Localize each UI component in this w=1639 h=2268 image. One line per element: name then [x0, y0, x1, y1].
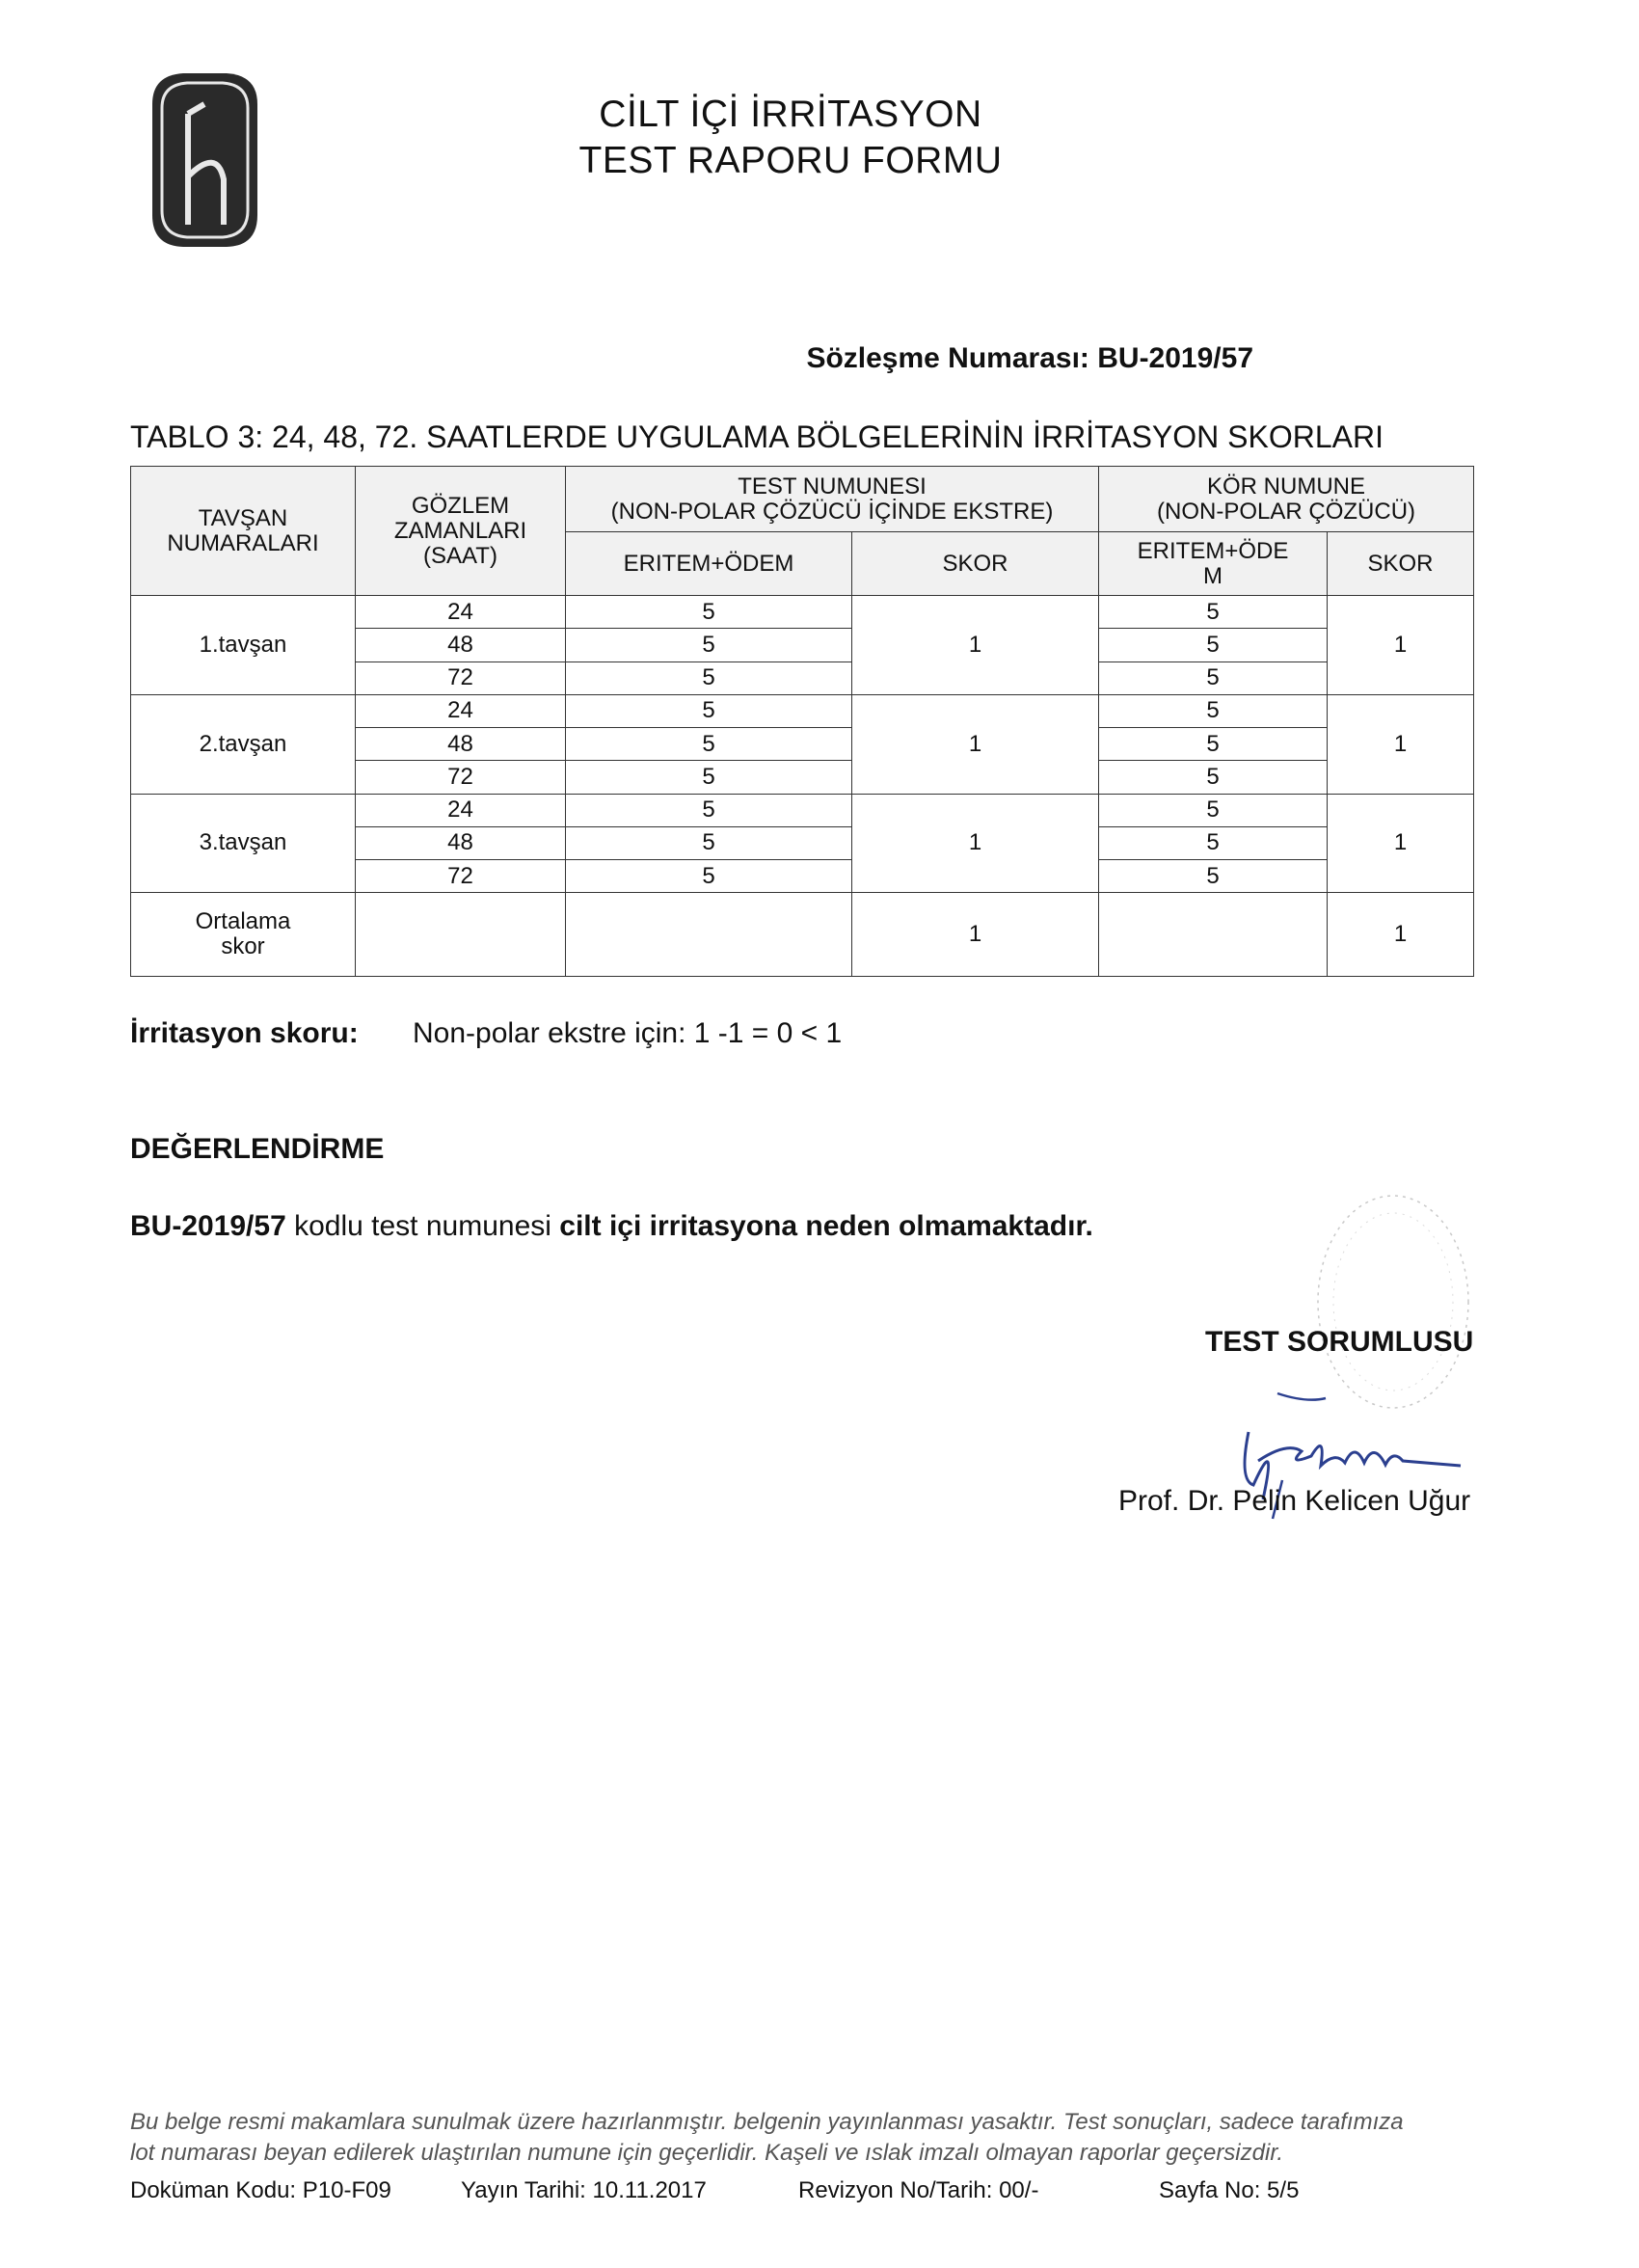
header-blank-score: SKOR [1328, 532, 1474, 596]
test-responsible-title: TEST SORUMLUSU [1205, 1326, 1474, 1358]
publication-date: Yayın Tarihi: 10.11.2017 [461, 2177, 707, 2203]
conclusion-text [130, 1210, 1093, 1243]
header-text: GÖZLEM [411, 492, 510, 519]
test-value-cell: 5 [566, 629, 852, 662]
header-test-score: SKOR [852, 532, 1099, 596]
document-code: Doküman Kodu: P10-F09 [130, 2177, 391, 2203]
title-line-2: TEST RAPORU FORMU [578, 140, 1003, 181]
conclusion-result: cilt içi irritasyona neden olmamaktadır. [559, 1210, 1093, 1242]
university-logo-icon [145, 66, 265, 254]
disclaimer-line-2: lot numarası beyan edilerek ulaştırılan numune için geçerlidir. Kaşeli ve ıslak imzalı olmayan raporlar geçersizdir. [130, 2140, 1284, 2166]
test-value-cell: 5 [566, 728, 852, 761]
blank-value-cell: 5 [1099, 761, 1328, 794]
header-text: (SAAT) [423, 542, 497, 569]
blank-score-cell: 1 [1328, 794, 1474, 893]
hour-cell: 48 [356, 826, 566, 859]
header-test-erythema: ERITEM+ÖDEM [566, 532, 852, 596]
hour-cell: 72 [356, 761, 566, 794]
blank-value-cell: 5 [1099, 694, 1328, 727]
average-label-text: skor [221, 933, 265, 960]
page-title [482, 92, 1099, 184]
test-value-cell: 5 [566, 761, 852, 794]
table-row [131, 694, 1474, 727]
header-text: (NON-POLAR ÇÖZÜCÜ İÇİNDE EKSTRE) [610, 498, 1054, 525]
test-score-cell: 1 [852, 794, 1099, 893]
header-rabbit-numbers [131, 467, 356, 596]
rabbit-name: 3.tavşan [131, 794, 356, 893]
test-score-cell: 1 [852, 596, 1099, 695]
revision-info: Revizyon No/Tarih: 00/- [798, 2177, 1039, 2203]
table-title: TABLO 3: 24, 48, 72. SAATLERDE UYGULAMA BÖLGELERİNİN İRRİTASYON SKORLARI [130, 419, 1384, 454]
header-text: ERITEM+ÖDE [1137, 537, 1289, 564]
hour-cell: 24 [356, 794, 566, 826]
irritation-score-table [130, 466, 1474, 977]
average-blank-score: 1 [1328, 893, 1474, 977]
average-label-text: Ortalama [195, 908, 291, 935]
header-observation-times [356, 467, 566, 596]
empty-cell [1099, 893, 1328, 977]
contract-number [675, 342, 1253, 375]
header-text: KÖR NUMUNE [1207, 472, 1366, 500]
disclaimer [130, 2107, 1499, 2169]
blank-score-cell: 1 [1328, 694, 1474, 794]
hour-cell: 48 [356, 629, 566, 662]
irritation-score-label: İrritasyon skoru: [130, 1017, 359, 1049]
hour-cell: 72 [356, 860, 566, 893]
header-text: TAVŞAN [198, 504, 288, 531]
blank-value-cell: 5 [1099, 794, 1328, 826]
blank-value-cell: 5 [1099, 826, 1328, 859]
empty-cell [356, 893, 566, 977]
contract-label: Sözleşme Numarası: [806, 342, 1089, 374]
header-text: TEST NUMUNESI [738, 472, 927, 500]
header-blank-sample [1099, 467, 1474, 532]
hour-cell: 24 [356, 694, 566, 727]
header-text: M [1203, 562, 1223, 589]
signer-name: Prof. Dr. Pelin Kelicen Uğur [1118, 1485, 1471, 1517]
blank-value-cell: 5 [1099, 596, 1328, 629]
hour-cell: 24 [356, 596, 566, 629]
header-text: NUMARALARI [167, 529, 319, 556]
table-row [131, 596, 1474, 629]
test-value-cell: 5 [566, 794, 852, 826]
contract-value: BU-2019/57 [1097, 342, 1253, 374]
conclusion-middle: kodlu test numunesi [285, 1210, 560, 1242]
blank-score-cell: 1 [1328, 596, 1474, 695]
test-value-cell: 5 [566, 662, 852, 694]
irritation-score-value: Non-polar ekstre için: 1 -1 = 0 < 1 [413, 1017, 843, 1049]
average-row [131, 893, 1474, 977]
test-value-cell: 5 [566, 826, 852, 859]
header-test-sample [566, 467, 1099, 532]
average-label [131, 893, 356, 977]
evaluation-heading: DEĞERLENDİRME [130, 1133, 385, 1165]
test-value-cell: 5 [566, 596, 852, 629]
rabbit-name: 1.tavşan [131, 596, 356, 695]
hour-cell: 72 [356, 662, 566, 694]
title-line-1: CİLT İÇİ İRRİTASYON [599, 94, 982, 135]
blank-value-cell: 5 [1099, 662, 1328, 694]
hour-cell: 48 [356, 728, 566, 761]
blank-value-cell: 5 [1099, 860, 1328, 893]
test-value-cell: 5 [566, 860, 852, 893]
header-text: (NON-POLAR ÇÖZÜCÜ) [1157, 498, 1416, 525]
disclaimer-line-1: Bu belge resmi makamlara sunulmak üzere hazırlanmıştır. belgenin yayınlanması yasaktır. Test sonuçları, sadece tarafımıza [130, 2109, 1404, 2135]
header-blank-erythema [1099, 532, 1328, 596]
test-value-cell: 5 [566, 694, 852, 727]
average-test-score: 1 [852, 893, 1099, 977]
sample-code: BU-2019/57 [130, 1210, 286, 1242]
table-row [131, 794, 1474, 826]
header-text: ZAMANLARI [393, 517, 527, 544]
blank-value-cell: 5 [1099, 728, 1328, 761]
blank-value-cell: 5 [1099, 629, 1328, 662]
page-number: Sayfa No: 5/5 [1159, 2177, 1300, 2203]
test-score-cell: 1 [852, 694, 1099, 794]
empty-cell [566, 893, 852, 977]
rabbit-name: 2.tavşan [131, 694, 356, 794]
